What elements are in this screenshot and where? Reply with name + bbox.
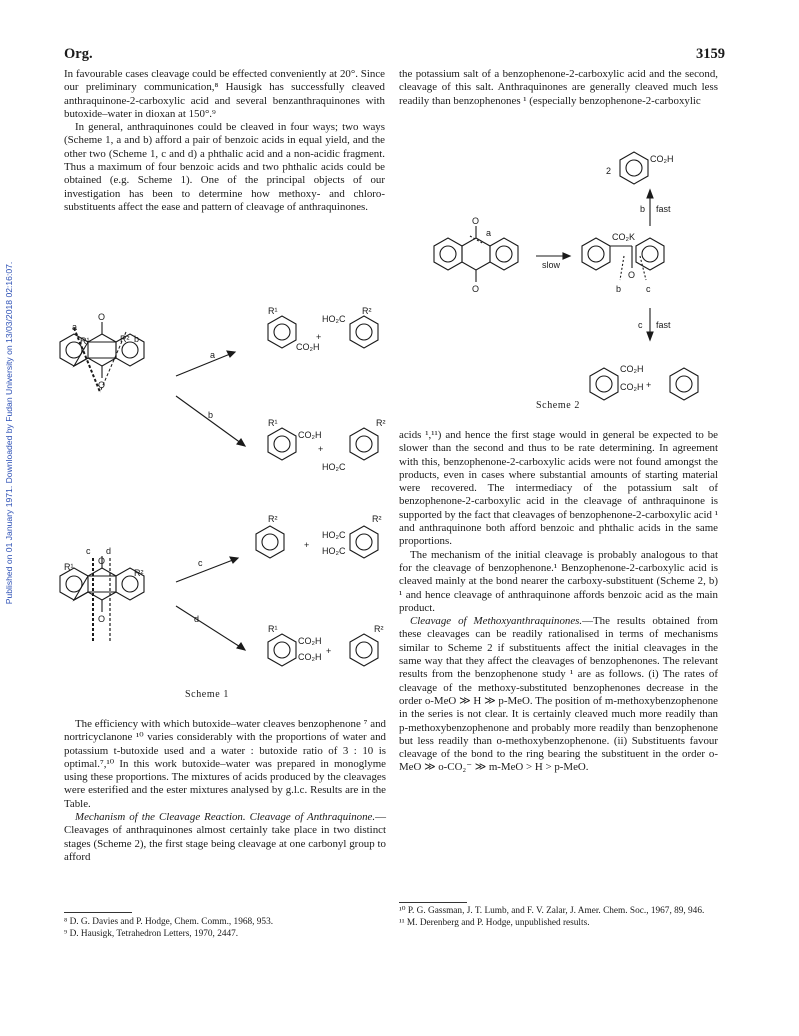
plus-sign: + [304, 540, 310, 550]
plus-sign: + [646, 380, 652, 390]
footnote-rule [399, 902, 467, 903]
substituent-label: R² [362, 306, 372, 316]
bond-label: b [640, 204, 646, 214]
benzoic-acid-a1 [268, 316, 296, 348]
footnote: ⁸ D. G. Davies and P. Hodge, Chem. Comm., 1968, 953. [64, 917, 274, 927]
phthalic-acid-d [268, 634, 296, 666]
page-number: 3159 [696, 46, 725, 62]
path-label: c [86, 546, 91, 556]
carboxyl-group: CO₂H [620, 382, 644, 392]
plus-sign: + [326, 646, 332, 656]
substituent-label: R¹ [268, 306, 278, 316]
benzoic-acid-b2 [350, 428, 378, 460]
plus-sign: + [316, 332, 322, 342]
carbonyl-oxygen: O [98, 556, 106, 566]
substituent-label: R² [120, 334, 130, 344]
section-text: —Cleavages of anthraquinones almost certainly take place in two distinct stages (Scheme 2), the first stage being cleavage at one carbonyl group to afford [64, 811, 386, 863]
paragraph: The mechanism of the initial cleavage is probably analogous to that for the cleavage of benzophenone.¹ Benzophenone-2-carboxylic acid is cleaved mainly at the bond nearer the carboxy-substituent (Scheme 2, b) ¹ and hence cleavage of anthraquinone affords benzoic acid as the main product. [399, 548, 718, 614]
carboxyl-group: CO₂H [296, 342, 320, 352]
benzoic-acid-b1 [268, 428, 296, 460]
arene-d [350, 634, 378, 666]
column-left-bottom [64, 718, 386, 864]
arene-c [256, 526, 284, 558]
carboxylate-group: CO₂K [612, 232, 635, 242]
substituent-label: R² [134, 568, 144, 578]
plus-sign: + [318, 444, 324, 454]
substituent-label: R² [374, 624, 384, 634]
carboxyl-group: HO₂C [322, 462, 346, 472]
section-heading: Mechanism of the Cleavage Reaction. Cleavage of Anthraquinone. [75, 811, 376, 824]
carbonyl-oxygen: O [472, 216, 480, 226]
path-label: d [194, 614, 200, 624]
column-right-top [399, 68, 718, 108]
carboxyl-group: HO₂C [322, 546, 346, 556]
carboxyl-group: CO₂H [298, 652, 322, 662]
scheme-2-diagram [420, 140, 720, 400]
footnotes-right [399, 906, 718, 929]
benzene [670, 368, 698, 400]
benzoic-acid-a2 [350, 316, 378, 348]
step-label: fast [656, 320, 671, 330]
step-label: fast [656, 204, 671, 214]
section-heading: Cleavage of Methoxyanthraquinones. [410, 615, 583, 628]
scheme-1-caption: Scheme 1 [185, 689, 229, 700]
paragraph [399, 615, 718, 775]
bond-label: c [646, 284, 651, 294]
paragraph: the potassium salt of a benzophenone-2-carboxylic acid and the second, cleavage of this salt. Anthraquinones are generally cleaved much less readily than benzophenones ¹ (especially benzophenone-2-carboxylic [399, 68, 718, 107]
carboxyl-group: CO₂H [620, 364, 644, 374]
path-label: a [210, 350, 216, 360]
substituent-label: R¹ [80, 336, 90, 346]
carbonyl-oxygen: O [98, 614, 106, 624]
path-label: a [72, 322, 78, 332]
footnote: ¹⁰ P. G. Gassman, J. T. Lumb, and F. V. Zalar, J. Amer. Chem. Soc., 1967, 89, 946. [399, 906, 705, 916]
path-label: b [208, 410, 214, 420]
phthalic-acid-c [350, 526, 378, 558]
carbonyl-oxygen: O [98, 380, 106, 390]
carbonyl-oxygen: O [98, 312, 106, 322]
scheme-1-diagram [60, 296, 400, 686]
carbonyl-oxygen: O [628, 270, 636, 280]
path-label: c [198, 558, 203, 568]
substituent-label: R² [268, 514, 278, 524]
paragraph: acids ¹,¹¹) and hence the first stage would in general be expected to be slower than the second and thus to be rate determining. In agreement with this, benzophenone-2-carboxylic acids were not found amongst the products, even in cases where substantial amounts of starting material were recovered. The intermediacy of the potassium salt of benzophenone-2-carboxylic acid in the cleavage of anthraquinone is supported by the fact that cleavages of benzophenone-2-carboxylic acid ¹ and anthraquinone both afford benzoic and phthalic acids in the same proportions. [399, 429, 718, 548]
carboxyl-group: HO₂C [322, 314, 346, 324]
substituent-label: R² [372, 514, 382, 524]
carboxyl-group: CO₂H [298, 636, 322, 646]
column-left-top [64, 68, 385, 214]
step-label: slow [542, 260, 561, 270]
path-label: d [106, 546, 112, 556]
footnotes-left [64, 917, 385, 940]
footnote: ¹¹ M. Derenberg and P. Hodge, unpublished results. [399, 917, 590, 928]
section-text: —The results obtained from these cleavages can be readily rationalised in terms of mechanisms similar to Scheme 2 if substituents affect the initial cleavages in the same way that they affect the cleavages of benzophenones. The relevant results from the benzophenone study ¹ are as follows. (i) The rates of cleavage of the methoxy-substituted benzophenones decrease in the order o-MeO ≫ H ≫ p-MeO. The position of m-methoxybenzophenone in the series is not clear. It is certainly cleaved much more readily than p-methoxybenzophenone and probably more readily than benzophenone but less readily than o-methoxybenzophenone. (ii) Substituents favour cleavage of the bond to the ring bearing the substituent in the order o-MeO ≫ o-CO₂⁻ ≫ m-MeO > H > p-MeO. [399, 615, 718, 774]
bond-label: b [616, 284, 622, 294]
bond-label: c [638, 320, 643, 330]
column-right-bottom [399, 429, 718, 775]
bond-label: a [486, 228, 492, 238]
paragraph: In favourable cases cleavage could be effected conveniently at 20°. Since our preliminary communication,⁸ Hausigk has successfully cleaved anthraquinone-2-carboxylic acid and several benzanthraquinones with butoxide–water in dioxan at 150°.⁹ [64, 68, 385, 120]
paragraph: In general, anthraquinones could be cleaved in four ways; two ways (Scheme 1, a and b) afford a pair of benzoic acids in equal yield, and the other two (Scheme 1, c and d) a phthalic acid and a non-acidic fragment. Thus a maximum of four benzoic acids and two phthalic acids could be obtained (e.g. Scheme 1). One of the principal objects of our investigation has been to determine how methoxy- and chloro-substituents affect the ease and pattern of cleavage of anthraquinones. [64, 121, 385, 213]
benzophenone-carboxylate [582, 238, 664, 280]
substituent-label: R² [376, 418, 386, 428]
phthalic-acid [590, 368, 618, 400]
substituent-label: R¹ [268, 624, 278, 634]
footnote-rule [64, 912, 132, 913]
coefficient: 2 [606, 166, 612, 176]
download-watermark [2, 218, 16, 648]
path-label: b [134, 334, 140, 344]
journal-header: Org. [64, 46, 93, 62]
carboxyl-group: CO₂H [298, 430, 322, 440]
download-note: Published on 01 January 1971. Downloaded by Fudan University on 13/03/2018 02:16:07. [4, 261, 14, 605]
carbonyl-oxygen: O [472, 284, 480, 294]
carboxyl-group: CO₂H [650, 154, 674, 164]
paragraph: The efficiency with which butoxide–water cleaves benzophenone ⁷ and nortricyclanone ¹⁰ varies considerably with the proportions of water and potassium t-butoxide used and a water : butoxide ratio of 3 : 10 is optimal.⁷,¹⁰ In this work butoxide–water was prepared in monoglyme using these proportions. The mixtures of acids produced by the cleavages were esterified and the ester mixtures analysed by g.l.c. Results are in the Table. [64, 718, 386, 810]
substituent-label: R¹ [268, 418, 278, 428]
paragraph [64, 811, 386, 864]
substituent-label: R¹ [64, 562, 74, 572]
scheme-2-caption: Scheme 2 [536, 400, 580, 411]
footnote: ⁹ D. Hausigk, Tetrahedron Letters, 1970, 2447. [64, 928, 239, 939]
benzoic-acid [620, 152, 648, 184]
anthraquinone [434, 226, 518, 282]
carboxyl-group: HO₂C [322, 530, 346, 540]
